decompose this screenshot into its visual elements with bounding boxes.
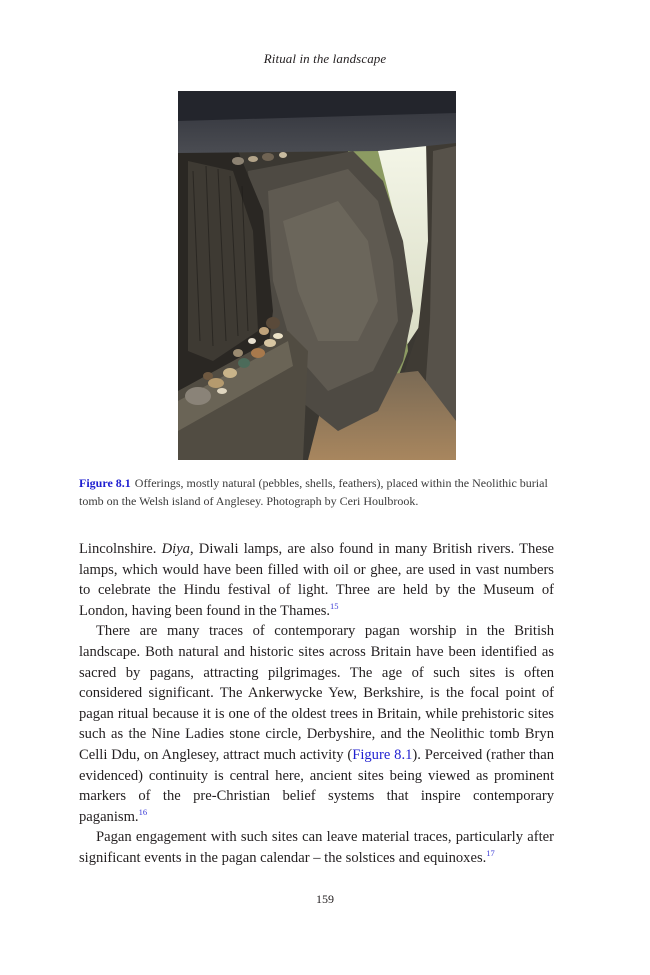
body-paragraph	[79, 539, 554, 621]
body-paragraph	[79, 827, 554, 868]
body-text	[79, 539, 554, 869]
figure-cross-reference[interactable]: Figure 8.1	[352, 746, 413, 763]
figure-caption-text: Offerings, mostly natural (pebbles, shells, feathers), placed within the Neolithic burial tomb on the Welsh island of Anglesey. Photograph by Ceri Houlbrook.	[79, 476, 548, 508]
footnote-marker[interactable]: 15	[330, 600, 339, 611]
figure-label: Figure 8.1	[79, 476, 131, 490]
footnote-marker[interactable]: 16	[138, 806, 148, 817]
italic-term: Diya	[161, 541, 190, 557]
page-number: 159	[316, 892, 334, 906]
running-head: Ritual in the landscape	[263, 51, 387, 66]
text-run: Pagan engagement with such sites can leave material traces, particularly after significant events in the pagan calendar – the solstices and equinoxes.	[79, 829, 554, 866]
figure-photo	[178, 91, 456, 460]
text-run: , Diwali lamps, are also found in many British rivers. These lamps, which would have been filled with oil or ghee, are used in vast numbers to celebrate the Hindu festival of light. Three are held by the Museum of London, having been found in the Thames.	[79, 541, 554, 619]
text-run: Lincolnshire.	[79, 541, 162, 557]
figure-caption	[79, 474, 559, 510]
text-run: There are many traces of contemporary pagan worship in the British landscape. Both natural and historic sites across Britain have been identified as sacred by pagans, attracting pilgrimages. The age of such sites is often considered significant. The Ankerwycke Yew, Berkshire, is the focal point of pagan ritual because it is one of the oldest trees in Britain, while prehistoric sites such as the Nine Ladies stone circle, Derbyshire, and the Neolithic tomb Bryn Celli Ddu, on Anglesey, attract much activity (	[79, 623, 554, 763]
footnote-marker[interactable]: 17	[486, 848, 495, 859]
text-run: ). Perceived (rather than evidenced) continuity is central here, ancient sites being viewed as prominent markers of the pre-Christian belief systems that inspire contemporary paganism.	[79, 746, 555, 825]
body-paragraph	[79, 621, 554, 827]
tomb-photo-illustration	[178, 91, 456, 460]
